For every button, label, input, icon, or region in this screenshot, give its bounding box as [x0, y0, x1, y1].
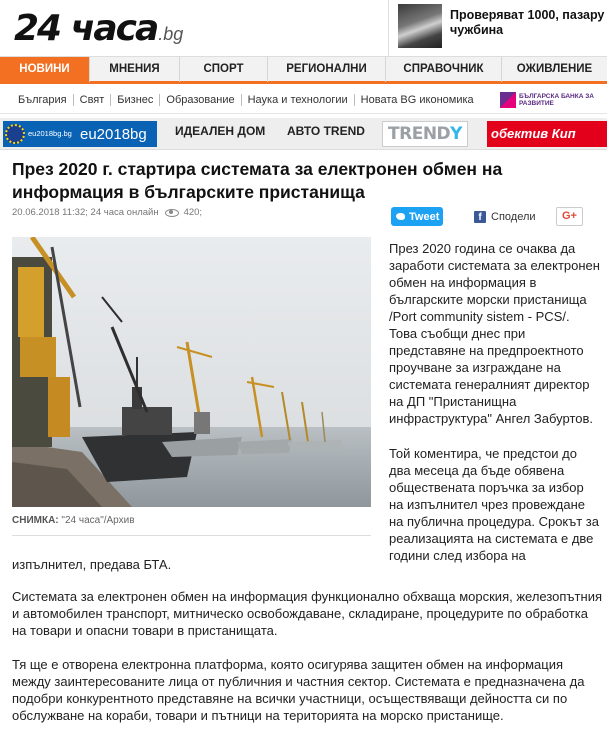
subnav-item-new-economy[interactable]: Новата BG икономика [360, 93, 474, 106]
header-divider [388, 0, 389, 56]
main-nav [0, 56, 607, 84]
partner-bar [0, 118, 607, 150]
article-meta [12, 207, 202, 218]
partner-trendy-text: TREND [388, 124, 451, 144]
subnav-item-education[interactable]: Образование [160, 94, 241, 106]
site-logo[interactable] [14, 8, 183, 48]
bank-logo-text: БЪЛГАРСКА БАНКА ЗА РАЗВИТИЕ [519, 93, 594, 107]
nav-item-regional[interactable]: РЕГИОНАЛНИ [268, 57, 386, 82]
views-eye-icon [165, 209, 179, 217]
nav-item-directory[interactable]: СПРАВОЧНИК [386, 57, 502, 82]
partner-eu-small: eu2018bg.bg [28, 129, 72, 138]
article-paragraph: Той коментира, че предстои до два месеца да бъде обявена обществената поръчка за избор на изпълнител чрез провеждане на публична процедура. Срокът за реализацията на системата е две години след избора на [389, 446, 599, 563]
article-date: 20.06.2018 11:32; [12, 207, 88, 218]
partner-obektiv[interactable]: обектив Кип [487, 121, 607, 147]
promo-headline-line1: Проверяват 1000, пазару [450, 8, 605, 22]
article-paragraph: Системата за електронен обмен на информация функционално обхваща морския, железопътния и автомобилен транспорт, митническо освобождаване, складиране, процедурите по обработка на товари и опасни товари в пристанищата. [12, 589, 602, 638]
article-side-column [389, 240, 601, 582]
google-plus-button[interactable]: G+ [556, 207, 583, 226]
eu-flag-icon [5, 124, 25, 144]
nav-item-revival[interactable]: ОЖИВЛЕНИЕ [516, 63, 593, 75]
partner-avto-trend[interactable]: АВТО TREND [287, 124, 365, 138]
article-views: 420; [183, 207, 203, 218]
promo-headline-line2: чужбина [450, 23, 504, 37]
nav-item-opinions[interactable]: МНЕНИЯ [90, 57, 180, 82]
caption-label: СНИМКА: [12, 515, 59, 526]
caption-text: "24 часа"/Архив [58, 515, 135, 526]
article-title: През 2020 г. стартира системата за електронен обмен на информация в българските пристанища [12, 159, 503, 202]
photo-caption [12, 515, 135, 526]
subnav-item-science[interactable]: Наука и технологии [242, 94, 355, 106]
promo-headline[interactable] [450, 8, 607, 38]
caption-divider [12, 535, 371, 536]
partner-eu-big: eu2018bg [80, 125, 147, 143]
nav-item-news[interactable]: НОВИНИ [0, 57, 90, 82]
facebook-icon: f [474, 211, 486, 223]
facebook-share-button[interactable] [474, 207, 536, 226]
partner-ideal-dom[interactable]: ИДЕАЛЕН ДОМ [175, 124, 266, 138]
logo-suffix: .bg [158, 24, 184, 44]
subnav-item-business[interactable]: Бизнес [111, 94, 160, 106]
logo-text: 24 часа [14, 8, 158, 49]
article-paragraph: През 2020 година се очаква да заработи системата за електронен обмен на информация в българските морски пристанища /Port community sistem - PCS/. Това съобщи днес при представяне на предпроектното проучване за изграждане на системата генералният директор на ДП "Пристанищна инфраструктура" Ангел Забуртов. [389, 241, 600, 426]
twitter-bird-icon [396, 213, 405, 220]
article-paragraph: Тя ще е отворена електронна платформа, която осигурява защитен обмен на информация между заинтересованите лица от публичния и частния сектор. Системата е предназначена да подобри конкурентното представяне на всички участници, осъществяващи дейността си по обслужване на кораби, товари и пътници на територията на морско пристанище. [12, 657, 585, 723]
article-paragraph-continuation: изпълнител, предава БТА. [12, 557, 172, 572]
tweet-label: Tweet [409, 210, 440, 223]
partner-trendy-y: Y [450, 124, 462, 144]
nav-item-sport[interactable]: СПОРТ [180, 57, 268, 82]
subnav-item-bulgaria[interactable]: България [0, 94, 74, 106]
bank-sponsor-logo[interactable] [500, 89, 607, 111]
subnav-item-world[interactable]: Свят [74, 94, 112, 106]
tweet-button[interactable] [391, 207, 443, 226]
port-photo-illustration [12, 237, 371, 507]
article-photo[interactable] [12, 237, 371, 507]
facebook-share-label: Сподели [491, 210, 536, 223]
partner-eu2018bg[interactable] [3, 121, 157, 147]
article-source[interactable]: 24 часа онлайн [90, 207, 159, 218]
site-header [0, 0, 607, 56]
partner-trendy[interactable] [382, 121, 468, 147]
promo-thumbnail[interactable] [398, 4, 442, 48]
bank-logo-icon [500, 92, 516, 108]
